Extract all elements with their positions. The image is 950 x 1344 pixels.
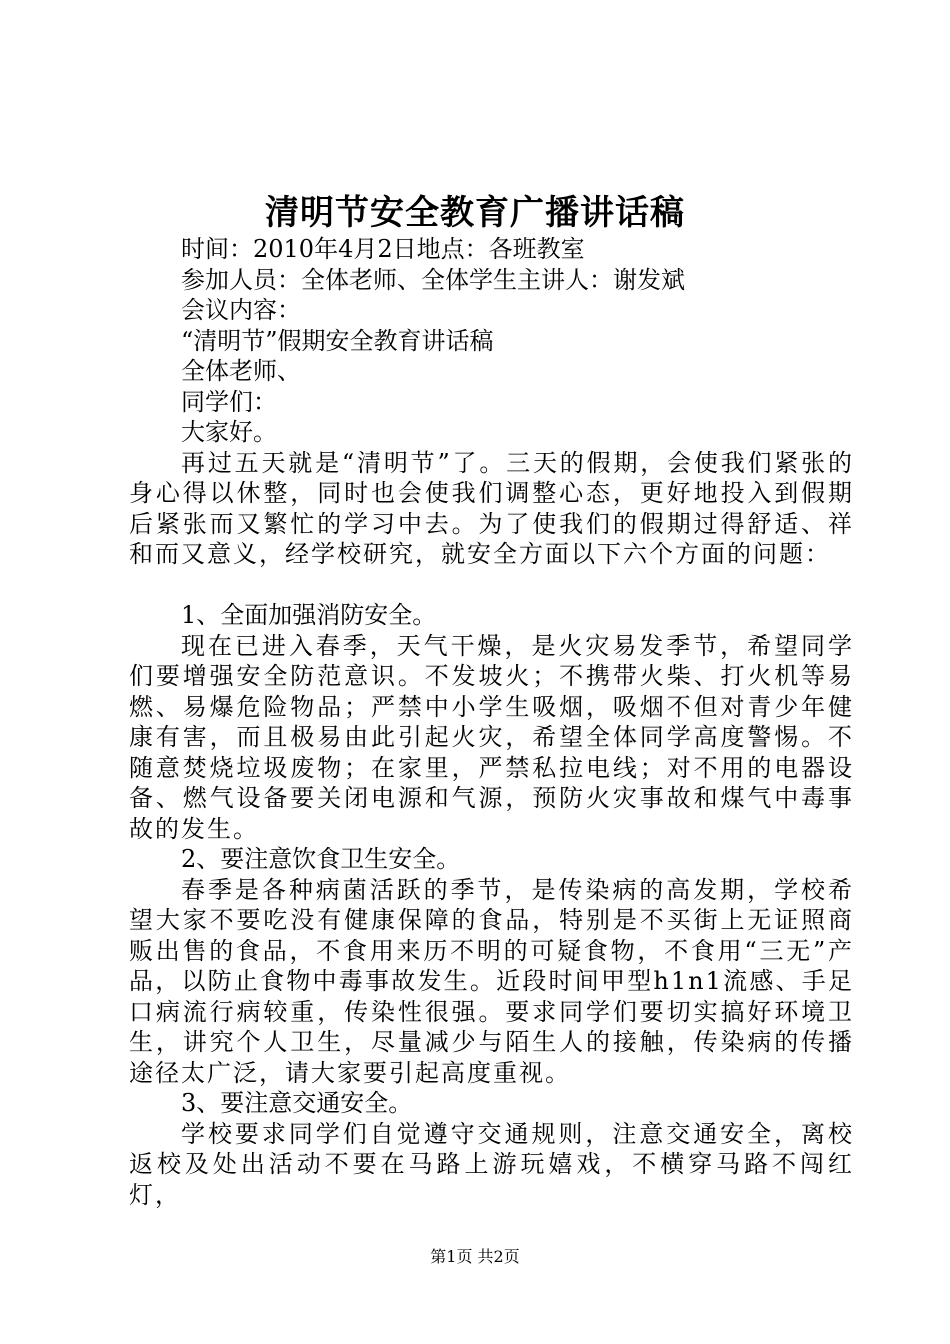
section-3-paragraph: 学校要求同学们自觉遵守交通规则，注意交通安全，离校返校及处出活动不要在马路上游玩嬉戏，不横穿马路不闯红灯， bbox=[129, 1119, 854, 1209]
section-3-heading: 3、要注意交通安全。 bbox=[181, 1089, 413, 1117]
section-2-heading: 2、要注意饮食卫生安全。 bbox=[181, 845, 461, 873]
participants-line: 参加人员：全体老师、全体学生主讲人：谢发斌 bbox=[181, 265, 685, 294]
meeting-time-line: 时间：2010年4月2日地点：各班教室 bbox=[181, 235, 585, 263]
section-1-heading: 1、全面加强消防安全。 bbox=[181, 601, 437, 629]
salutation-teachers: 全体老师、 bbox=[181, 357, 301, 385]
speech-subtitle: “清明节”假期安全教育讲话稿 bbox=[181, 326, 494, 355]
document-body bbox=[129, 234, 854, 1210]
blank-line bbox=[129, 570, 854, 601]
document-title: 清明节安全教育广播讲话稿 bbox=[265, 193, 685, 233]
intro-paragraph: 再过五天就是“清明节”了。三天的假期，会使我们紧张的身心得以休整，同时也会使我们调整心态，更好地投入到假期后紧张而又繁忙的学习中去。为了使我们的假期过得舒适、祥和而又意义，经学校研究，就安全方面以下六个方面的问题： bbox=[129, 448, 854, 568]
greeting: 大家好。 bbox=[181, 418, 277, 446]
section-2-paragraph: 春季是各种病菌活跃的季节，是传染病的高发期，学校希望大家不要吃没有健康保障的食品，特别是不买街上无证照商贩出售的食品，不食用来历不明的可疑食物，不食用“三无”产品，以防止食物中毒事故发生。近段时间甲型h1n1流感、手足口病流行病较重，传染性很强。要求同学们要切实搞好环境卫生，讲究个人卫生，尽量减少与陌生人的接触，传染病的传播途径太广泛，请大家要引起高度重视。 bbox=[129, 875, 854, 1087]
page-number-footer: 第1页 共2页 bbox=[430, 1247, 520, 1266]
section-1-paragraph: 现在已进入春季，天气干燥，是火灾易发季节，希望同学们要增强安全防范意识。不发坡火；不携带火柴、打火机等易燃、易爆危险物品；严禁中小学生吸烟，吸烟不但对青少年健康有害，而且极易由此引起火灾，希望全体同学高度警惕。不随意焚烧垃圾废物；在家里，严禁私拉电线；对不用的电器设备、燃气设备要关闭电源和气源，预防火灾事故和煤气中毒事故的发生。 bbox=[129, 631, 854, 843]
meeting-content-label: 会议内容： bbox=[181, 296, 301, 324]
salutation-students: 同学们： bbox=[181, 387, 277, 416]
